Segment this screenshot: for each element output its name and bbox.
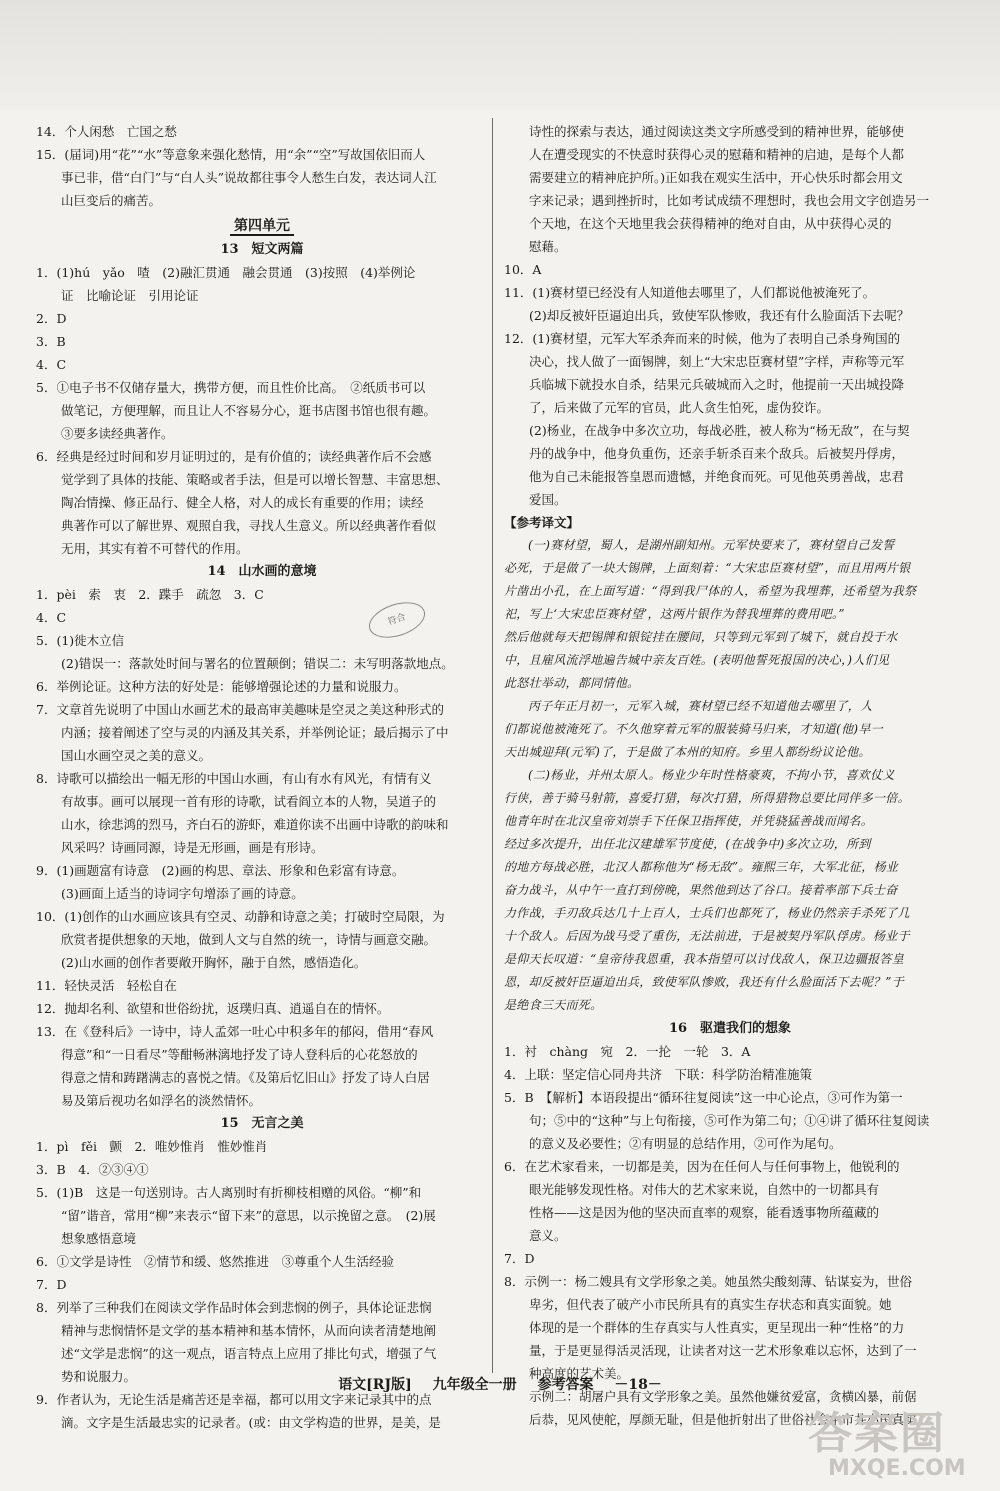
answer-line: (2)山水画的创作者要敞开胸怀，融于自然，感悟造化。	[61, 955, 367, 970]
answer-line: 量，于是更显得活灵活现，让读者对这一艺术形象难以忘怀，达到了一	[529, 1343, 917, 1358]
answer-line: 5．B 【解析】本语段提出“循环往复阅读”这一中心论点，③可作为第一	[504, 1090, 903, 1105]
answer-line: 6．经典是经过时间和岁月证明过的，是有价值的；读经典著作后不会感	[36, 449, 432, 464]
answer-line: 句；⑤中的“这种”与上句衔接，⑤可作为第二句；①④讲了循环往复阅读	[529, 1113, 930, 1128]
translation-line: 中，且雇风流浮地遍告城中亲友百姓。(表明他誓死报国的决心，)人们见	[504, 653, 890, 667]
translation-line: 天出城迎拜(元军)了，于是做了本州的知府。乡里人都纷纷议论他。	[504, 745, 871, 759]
answer-line: 欣赏者提供想象的天地，做到人文与自然的统一，诗情与画意交融。	[61, 932, 437, 947]
section-tag: 【参考译文】	[504, 515, 580, 530]
translation-line: 祀，写上‘大宋忠臣赛材望’，这两片银作为替我埋葬的费用吧。”	[504, 607, 845, 621]
answer-line: 的意义及必要性；②有明显的总结作用，②可作为尾句。	[529, 1136, 842, 1151]
answer-line: “留”谐音，常用“柳”来表示“留下来”的意思，以示挽留之意。 (2)展	[61, 1208, 436, 1223]
review-stamp: 符合	[364, 596, 429, 644]
answer-line: (2)杨业，在战争中多次立功，每战必胜，被人称为“杨无敌”，在与契	[529, 423, 910, 438]
column-divider	[492, 118, 493, 1373]
answer-line: ③要多读经典著作。	[61, 426, 174, 441]
answer-line: 山巨变后的痛苦。	[61, 193, 162, 208]
translation-line: 行侠，善于骑马射箭，喜爱打猎，每次打猎，所得猎物总要比同伴多一倍。	[504, 791, 910, 805]
lesson-heading: 15 无言之美	[220, 1116, 304, 1131]
answer-line: 8．列举了三种我们在阅读文学作品时体会到悲悯的例子，具体论证悲悯	[36, 1300, 432, 1315]
answer-line: 觉学到了具体的技能、策略或者手法，但是可以增长智慧、丰富思想、	[61, 472, 449, 487]
answer-line: 有故事。画可以展现一首有形的诗歌，试看阎立本的人物，吴道子的	[61, 794, 437, 809]
answer-line: 12．抛却名利、欲望和世俗纷扰，返璞归真、逍遥自在的情怀。	[36, 1001, 390, 1016]
answer-line: 需要建立的精神庇护所。)正如我在观实生活中，开心快乐时都会用文	[529, 170, 903, 185]
answer-line: 决心，找人做了一面锡牌，刻上“大宋忠臣赛材望”字样，声称等元军	[529, 354, 905, 369]
translation-line: 经过多次提升，出任北汉建雄军节度使，(在战争中)多次立功，所到	[504, 837, 871, 851]
footer-page-number: －18－	[614, 1377, 662, 1393]
page-footer	[0, 1374, 1000, 1394]
answer-line: 国山水画空灵之美的意义。	[61, 748, 212, 763]
answer-line: 5．(1)B 这是一句送别诗。古人离别时有折柳枝相赠的风俗。“柳”和	[36, 1185, 422, 1200]
translation-line: 十个敌人。后因为战马受了重伤，无法前进，于是被契丹军队俘虏。杨业于	[504, 929, 910, 943]
answer-line: 6．①文学是诗性 ②情节和缓、悠然推进 ③尊重个人生活经验	[36, 1254, 394, 1269]
watermark-logo	[808, 1410, 978, 1480]
answer-line: (2)错误一：落款处时间与署名的位置颠倒；错误二：未写明落款地点。	[61, 656, 454, 671]
answer-line: 1．pì fěi 颤 2．唯妙惟肖 惟妙惟肖	[36, 1139, 268, 1154]
answer-line: (3)画面上适当的诗词字句增添了画的诗意。	[61, 886, 304, 901]
watermark-title: 答案圈	[808, 1408, 946, 1459]
answer-line: 8．示例一：杨二嫂具有文学形象之美。她虽然尖酸刻薄、钻谋妄为，世俗	[504, 1274, 912, 1289]
translation-line: 丙子年正月初一，元军入城，赛材望已经不知道他去哪里了，人	[528, 699, 873, 713]
translation-line: 他青年时在北汉皇帝刘崇手下任保卫指挥使，并凭骁猛善战而闻名。	[504, 814, 874, 828]
answer-line: 12．(1)赛材望，元军大军杀奔而来的时候，他为了表明自己杀身殉国的	[504, 331, 901, 346]
translation-line: (一)赛材望，蜀人，是湖州副知州。元军快要来了，赛材望自己发誓	[528, 538, 895, 552]
footer-section: 参考答案	[537, 1377, 594, 1393]
answer-line: 种高度的艺术美。	[529, 1366, 630, 1381]
answer-line: (2)却反被奸臣逼迫出兵，致使军队惨败，我还有什么脸面活下去呢？	[529, 308, 910, 323]
answer-line: 5．①电子书不仅储存量大，携带方便，而且性价比高。 ②纸质书可以	[36, 380, 426, 395]
answer-line: 性格——这是因为他的坚决而直率的观察，能看透事物所蕴藏的	[529, 1205, 880, 1220]
translation-line: 们都说他被淹死了。不久他穿着元军的服装骑马归来，才知道(他)早一	[504, 722, 883, 736]
answer-line: 无用，其实有着不可替代的作用。	[61, 541, 249, 556]
unit-heading-text: 第四单元	[230, 218, 294, 236]
unit-heading	[36, 215, 488, 238]
answer-line: 了，后来做了元军的官员，此人贪生怕死，虚伪狡诈。	[529, 400, 830, 415]
answer-line: 3．B 4．②③④①	[36, 1162, 149, 1177]
answer-line: 典著作可以了解世界、观照自我，寻找人生意义。所以经典著作看似	[61, 518, 437, 533]
answer-line: 9．(1)画题富有诗意 (2)画的构思、章法、形象和色彩富有诗意。	[36, 863, 405, 878]
answer-line: 慰藉。	[529, 239, 567, 254]
answer-line: 证 比喻论证 引用论证	[61, 288, 199, 303]
answer-line: 3．B	[36, 334, 66, 349]
lesson-heading: 16 驱遣我们的想象	[668, 1021, 792, 1036]
answer-line: 13．在《登科后》一诗中，诗人孟郊一吐心中积多年的郁闷，借用“春风	[36, 1024, 434, 1039]
translation-line: 奋力战斗，从中午一直打到傍晚，果然他到达了谷口。接着率部下兵士奋	[504, 883, 898, 897]
answer-line: 精神与悲悯情怀是文学的基本精神和基本情怀，从而向读者清楚地阐	[61, 1323, 437, 1338]
answer-line: 7．D	[504, 1251, 535, 1266]
answer-line: 7．D	[36, 1277, 67, 1292]
answer-line: 字来记录；遇到挫折时，比如考试成绩不理想时，我也会用文字创造另一	[529, 193, 930, 208]
answer-line: 10．A	[504, 262, 542, 277]
translation-line: 是绝食三天而死。	[504, 998, 603, 1012]
answer-line: 11．轻快灵活 轻松自在	[36, 978, 177, 993]
answer-line: 1．pèi 索 衷 2．蹀手 疏忽 3．C	[36, 587, 264, 602]
translation-line: 力作战，手刃敌兵达几十上百人，士兵们也都死了，杨业仍然亲手杀死了几	[504, 906, 910, 920]
answer-line: 内涵；接着阐述了空与灵的内涵及其关系，并举例论证；最后揭示了中	[61, 725, 449, 740]
answer-line: 4．上联：坚定信心同舟共济 下联：科学防治精准施策	[504, 1067, 812, 1082]
answer-line: 个天地，在这个天地里我会获得精神的绝对自由，从中获得心灵的	[529, 216, 892, 231]
answer-line: 14．个人闲愁 亡国之愁	[36, 124, 177, 139]
answer-line: 4．C	[36, 610, 67, 625]
answer-line: 15．(届词)用“花”“水”等意象来强化愁情，用“余”“空”写故国依旧而人	[36, 147, 426, 162]
answer-line: 9．作者认为，无论生活是痛苦还是幸福，都可以用文字来记录其中的点	[36, 1392, 432, 1407]
footer-grade: 九年级全一册	[432, 1377, 517, 1393]
answer-line: 8．诗歌可以描绘出一幅无形的中国山水画，有山有水有风光，有情有义	[36, 771, 432, 786]
answer-line: 5．(1)徙木立信	[36, 633, 125, 648]
answer-line: 7．文章首先说明了中国山水画艺术的最高审美趣味是空灵之美这种形式的	[36, 702, 444, 717]
answer-line: 兵临城下就投水自杀，结果元兵破城而入之时，他提前一天出城投降	[529, 377, 905, 392]
translation-line: 是仰天长叹道：“皇帝待我恩重，我本指望可以讨伐敌人，保卫边疆报答皇	[504, 952, 905, 966]
answer-line: 眼光能够发现性格。对伟大的艺术家来说，自然中的一切都具有	[529, 1182, 880, 1197]
answer-line: 10．(1)创作的山水画应该具有空灵、动静和诗意之美；打破时空局限，为	[36, 909, 445, 924]
answer-line: 1．(1)hú yǎo 喳 (2)融汇贯通 融会贯通 (3)按照 (4)举例论	[36, 265, 416, 280]
translation-line: 然后他就每天把锡牌和银锭挂在腰间，只等到元军到了城下，就自投于水	[504, 630, 898, 644]
lesson-heading: 14 山水画的意境	[207, 564, 317, 579]
answer-line: 诗性的探索与表达，通过阅读这类文字所感受到的精神世界，能够使	[529, 124, 905, 139]
answer-line: 势和说服力。	[61, 1369, 137, 1384]
translation-line: 的地方每战必胜，北汉人都称他为“杨无敌”。雍熙三年，大军北征，杨业	[504, 860, 899, 874]
answer-line: 陶冶情操、修正品行、健全人格，对人的成长有重要的作用；读经	[61, 495, 424, 510]
answer-line: 示例二：胡屠户具有文学形象之美。虽然他嫌贫爱富，贪横凶暴，前倨	[529, 1389, 917, 1404]
answer-line: 1．衬 chàng 宛 2．一抡 一轮 3．A	[504, 1044, 751, 1059]
answer-line: 丹的战争中，他身负重伤，还亲手斩杀百来个敌兵。后被契丹俘虏，	[529, 446, 905, 461]
answer-line: 人在遭受现实的不快意时获得心灵的慰藉和精神的启迪，是每个人都	[529, 147, 905, 162]
answer-line: 卑劣，但代表了破产小市民所具有的真实生存状态和真实面貌。她	[529, 1297, 892, 1312]
answer-line: 6．在艺术家看来，一切都是美，因为在任何人与任何事物上，他锐利的	[504, 1159, 900, 1174]
answer-line: 后恭，见风使舵，厚颜无耻，但是他折射出了世俗社会中市井小民真实	[529, 1412, 917, 1427]
right-column	[504, 120, 956, 1431]
translation-line: 恩，却反被奸臣逼迫出兵，致使军队惨败，我还有什么脸面活下去呢？”于	[504, 975, 905, 989]
answer-line: 意义。	[529, 1228, 567, 1243]
answer-line: 事已非，借“白门”与“白人头”说故都往事令人愁生白发，表达词人江	[61, 170, 437, 185]
left-column	[36, 120, 488, 1434]
watermark-url: MXQE.COM	[828, 1456, 966, 1481]
answer-line: 易及第后视功名如浮名的淡然情怀。	[61, 1093, 262, 1108]
answer-line: 山水，徐悲鸿的烈马，齐白石的游虾，难道你读不出画中诗歌的韵味和	[61, 817, 449, 832]
translation-line: 此怒壮举动，都同情他。	[504, 676, 640, 690]
translation-line: (二)杨业，并州太原人。杨业少年时性格豪爽，不拘小节，喜欢仗义	[528, 768, 895, 782]
answer-line: 2．D	[36, 311, 67, 326]
answer-line: 想象感悟意境	[61, 1231, 137, 1246]
answer-line: 做笔记，方便理解，而且让人不容易分心，逛书店图书馆也很有趣。	[61, 403, 437, 418]
answer-line: 得意”和“一日看尽”等酣畅淋漓地抒发了诗人登科后的心花怒放的	[61, 1047, 418, 1062]
answer-line: 得意之情和踌躇满志的喜悦之情。《及第后忆旧山》抒发了诗人白居	[61, 1070, 430, 1085]
answer-line: 6．举例论证。这种方法的好处是：能够增强论述的力量和说服力。	[36, 679, 407, 694]
answer-line: 4．C	[36, 357, 67, 372]
answer-line: 体现的是一个群体的生存真实与人性真实，更呈现出一种“性格”的力	[529, 1320, 905, 1335]
lesson-heading: 13 短文两篇	[220, 242, 304, 257]
answer-line: 11．(1)赛材望已经没有人知道他去哪里了，人们都说他被淹死了。	[504, 285, 876, 300]
footer-subject: 语文[RJ版]	[338, 1377, 412, 1393]
translation-line: 必死，于是做了一块大锡牌，上面刻着：“大宋忠臣赛材望”，而且用两片银	[504, 561, 911, 575]
scan-header-band	[0, 0, 1000, 110]
answer-line: 述“文学是悲悯”的这一观点，语言特点上应用了排比句式，增强了气	[61, 1346, 437, 1361]
answer-line: 他为自己未能报答皇恩而遗憾，并绝食而死。可见他英勇善战，忠君	[529, 469, 905, 484]
translation-line: 片凿出小孔，在上面写道：“得到我尸体的人，希望为我埋葬，还希望为我祭	[504, 584, 917, 598]
answer-line: 爱国。	[529, 492, 567, 507]
answer-line: 滴。文字是生活最忠实的记录者。(或：由文学构造的世界，是美，是	[61, 1415, 441, 1430]
answer-line: 风采吗？诗画同源，诗是无形画，画是有形诗。	[61, 840, 324, 855]
